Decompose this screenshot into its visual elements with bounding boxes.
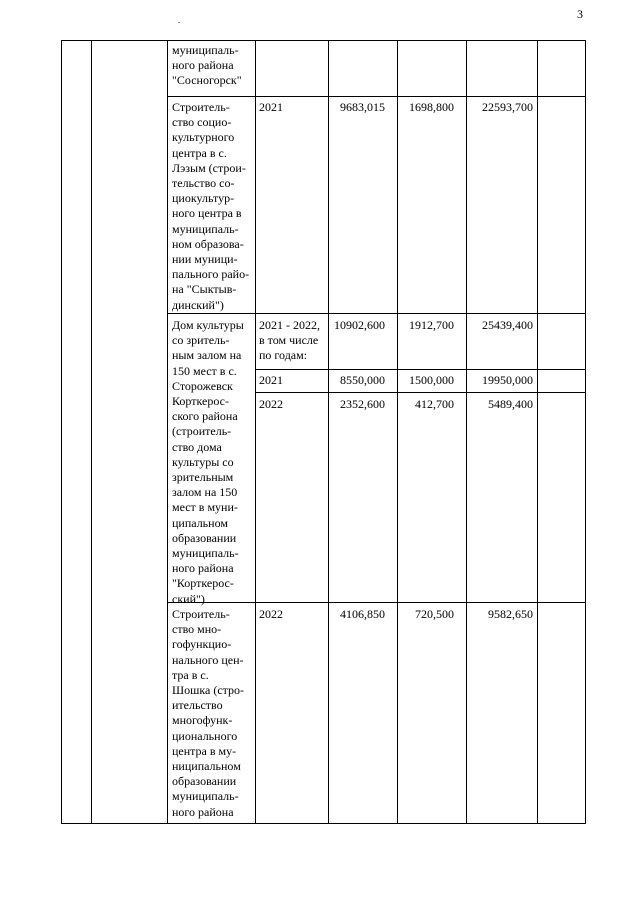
column-divider bbox=[167, 40, 168, 824]
amount-cell: 1500,000 bbox=[409, 373, 454, 387]
amount-cell: 5489,400 bbox=[488, 397, 533, 411]
page-number: 3 bbox=[577, 7, 583, 21]
row-divider bbox=[167, 313, 586, 314]
year-cell: 2021 bbox=[259, 100, 283, 114]
column-divider bbox=[466, 40, 467, 824]
amount-cell: 22593,700 bbox=[482, 100, 533, 114]
row-divider bbox=[167, 96, 586, 97]
subrow-divider bbox=[255, 369, 586, 370]
table-border-right bbox=[585, 40, 586, 824]
amount-cell: 25439,400 bbox=[482, 318, 533, 332]
amount-cell: 9582,650 bbox=[488, 607, 533, 621]
year-cell: 2022 bbox=[259, 607, 283, 621]
subrow-divider bbox=[255, 392, 586, 393]
amount-cell: 8550,000 bbox=[340, 373, 385, 387]
project-name-cell: Строитель- ство социо- культурного центра в с. Лэзым (строи- тельство со- циокультур- ного центра в муниципаль- ном образова- нии муници- пального райо- на "Сыктыв- динский") bbox=[172, 100, 250, 312]
amount-cell: 19950,000 bbox=[482, 373, 533, 387]
amount-cell: 1912,700 bbox=[409, 318, 454, 332]
column-divider bbox=[255, 40, 256, 824]
amount-cell: 9683,015 bbox=[340, 100, 385, 114]
project-name-cell: Дом культуры со зритель- ным залом на 150 мест в с. Сторожевск Корткерос- ского района (строитель- ство дома культуры со зрительным залом на 150 мест в муни- ципальном образовании муниципаль- ного района "Корткерос- ский") bbox=[172, 318, 244, 606]
column-divider bbox=[537, 40, 538, 824]
table-border-bottom bbox=[61, 823, 586, 824]
column-divider bbox=[397, 40, 398, 824]
year-cell: 2021 bbox=[259, 373, 283, 387]
year-cell: 2022 bbox=[259, 397, 283, 411]
amount-cell: 412,700 bbox=[415, 397, 454, 411]
amount-cell: 10902,600 bbox=[334, 318, 385, 332]
amount-cell: 720,500 bbox=[415, 607, 454, 621]
amount-cell: 4106,850 bbox=[340, 607, 385, 621]
table-border-left bbox=[61, 40, 62, 824]
amount-cell: 1698,800 bbox=[409, 100, 454, 114]
column-divider bbox=[328, 40, 329, 824]
project-name-cell: муниципаль- ного района "Сосногорск" bbox=[172, 43, 242, 88]
year-cell: 2021 - 2022, в том числе по годам: bbox=[259, 318, 320, 363]
scan-speck bbox=[178, 22, 180, 23]
project-name-cell: Строитель- ство мно- гофункцио- нального цен- тра в с. Шошка (стро- ительство многофунк- ционального центра в му- ниципальном образовании муниципаль- ного района bbox=[172, 607, 245, 819]
column-divider bbox=[91, 40, 92, 824]
amount-cell: 2352,600 bbox=[340, 397, 385, 411]
table-border-top bbox=[61, 40, 586, 41]
